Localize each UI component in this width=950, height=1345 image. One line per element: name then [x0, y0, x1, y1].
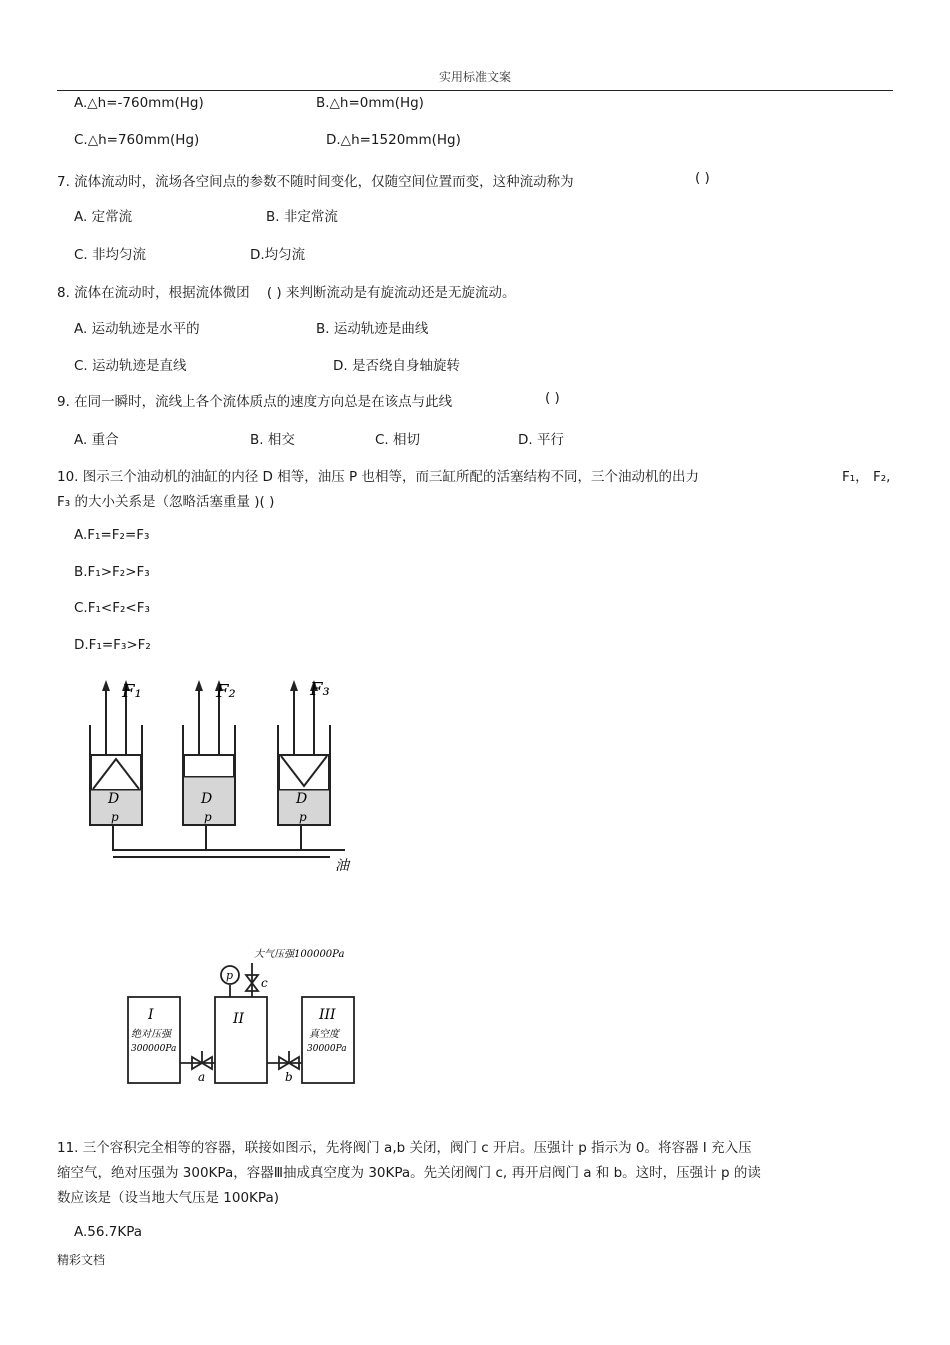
q7-option-c: C. 非均匀流 — [74, 247, 147, 263]
q7-option-d: D.均匀流 — [250, 247, 306, 263]
q9-option-b: B. 相交 — [250, 432, 295, 448]
label-p-1: p — [111, 810, 119, 824]
q9-option-c: C. 相切 — [375, 432, 421, 448]
q8-blank: ( ) — [266, 285, 282, 301]
q8-stem-post: 来判断流动是有旋流动还是无旋流动。 — [285, 285, 516, 301]
container-1 — [128, 997, 180, 1083]
q9-option-d: D. 平行 — [518, 432, 564, 448]
q7-option-a: A. 定常流 — [74, 209, 133, 225]
label-valve-c: c — [261, 976, 268, 990]
label-valve-a: a — [198, 1070, 206, 1084]
q8-option-b: B. 运动轨迹是曲线 — [316, 321, 429, 337]
label-d-3: D — [296, 791, 308, 807]
q10-option-d: D.F₁=F₃>F₂ — [74, 637, 151, 653]
label-d-2: D — [201, 791, 213, 807]
q7-blank: ( ) — [695, 170, 710, 186]
q11-line-3: 数应该是（设当地大气压是 100KPa) — [57, 1190, 279, 1206]
q11-option-a: A.56.7KPa — [74, 1224, 143, 1240]
q10-option-a: A.F₁=F₂=F₃ — [74, 527, 150, 543]
container-3-value: 30000Pa — [307, 1044, 347, 1054]
q11-line-1: 11. 三个容积完全相等的容器，联接如图示，先将阀门 a,b 关闭，阀门 c 开启。压强计 p 指示为 0。将容器 Ⅰ 充入压 — [57, 1140, 752, 1156]
label-f1: F₁ — [122, 681, 142, 702]
q8-option-d: D. 是否绕自身轴旋转 — [333, 358, 460, 374]
q7-option-b: B. 非定常流 — [266, 209, 338, 225]
container-2-name: II — [233, 1011, 245, 1027]
q11-line-2: 缩空气，绝对压强为 300KPa，容器Ⅲ抽成真空度为 30KPa。先关闭阀门 c, 再开启阀门 a 和 b。这时，压强计 p 的读 — [57, 1165, 761, 1181]
containers-figure — [120, 945, 380, 1090]
q10-line-1: 10. 图示三个油动机的油缸的内径 D 相等，油压 P 也相等，而三缸所配的活塞结构不同，三个油动机的出力 — [57, 469, 699, 485]
q6-option-a: A.△h=-760mm(Hg) — [74, 95, 204, 111]
container-3-name: III — [319, 1007, 336, 1023]
header-title: 实用标准文案 — [438, 70, 511, 84]
q6-option-c: C.△h=760mm(Hg) — [74, 132, 200, 148]
label-d-1: D — [108, 791, 120, 807]
q8-stem-pre: 8. 流体在流动时，根据流体微团 — [57, 285, 250, 301]
label-f3: F₃ — [310, 679, 330, 700]
q6-option-d: D.△h=1520mm(Hg) — [326, 132, 461, 148]
container-1-label: 绝对压强 — [131, 1029, 171, 1040]
q10-line-1-tail: F₁， F₂, — [842, 469, 891, 485]
label-valve-b: b — [285, 1070, 293, 1084]
q10-option-b: B.F₁>F₂>F₃ — [74, 564, 150, 580]
q9-stem: 9. 在同一瞬时，流线上各个流体质点的速度方向总是在该点与此线 — [57, 394, 453, 410]
q10-option-c: C.F₁<F₂<F₃ — [74, 600, 150, 616]
label-f2: F₂ — [216, 681, 236, 702]
label-gauge-p: p — [226, 969, 234, 982]
footer-text: 精彩文档 — [57, 1253, 106, 1267]
container-1-value: 300000Pa — [131, 1044, 177, 1054]
label-oil: 油 — [335, 858, 349, 874]
atm-pressure-label: 大气压强100000Pa — [254, 949, 345, 960]
q10-line-2: F₃ 的大小关系是（忽略活塞重量 )( ) — [57, 494, 275, 510]
q9-option-a: A. 重合 — [74, 432, 119, 448]
piston-2 — [184, 755, 234, 777]
q9-blank: ( ) — [545, 390, 560, 406]
q8-option-a: A. 运动轨迹是水平的 — [74, 321, 200, 337]
cylinders-figure — [80, 675, 370, 875]
arrow-f1-left — [102, 680, 110, 691]
page-footer — [57, 1251, 105, 1268]
page-header — [57, 68, 893, 91]
q7-stem: 7. 流体流动时，流场各空间点的参数不随时间变化，仅随空间位置而变，这种流动称为 — [57, 174, 574, 190]
q6-option-b: B.△h=0mm(Hg) — [316, 95, 424, 111]
q8-option-c: C. 运动轨迹是直线 — [74, 358, 187, 374]
oil-pipe — [113, 825, 345, 850]
label-p-2: p — [204, 810, 212, 824]
container-3-label: 真空度 — [309, 1029, 339, 1040]
q8-stem — [57, 281, 515, 301]
label-p-3: p — [299, 810, 307, 824]
container-1-name: I — [148, 1007, 154, 1023]
container-2 — [215, 997, 267, 1083]
